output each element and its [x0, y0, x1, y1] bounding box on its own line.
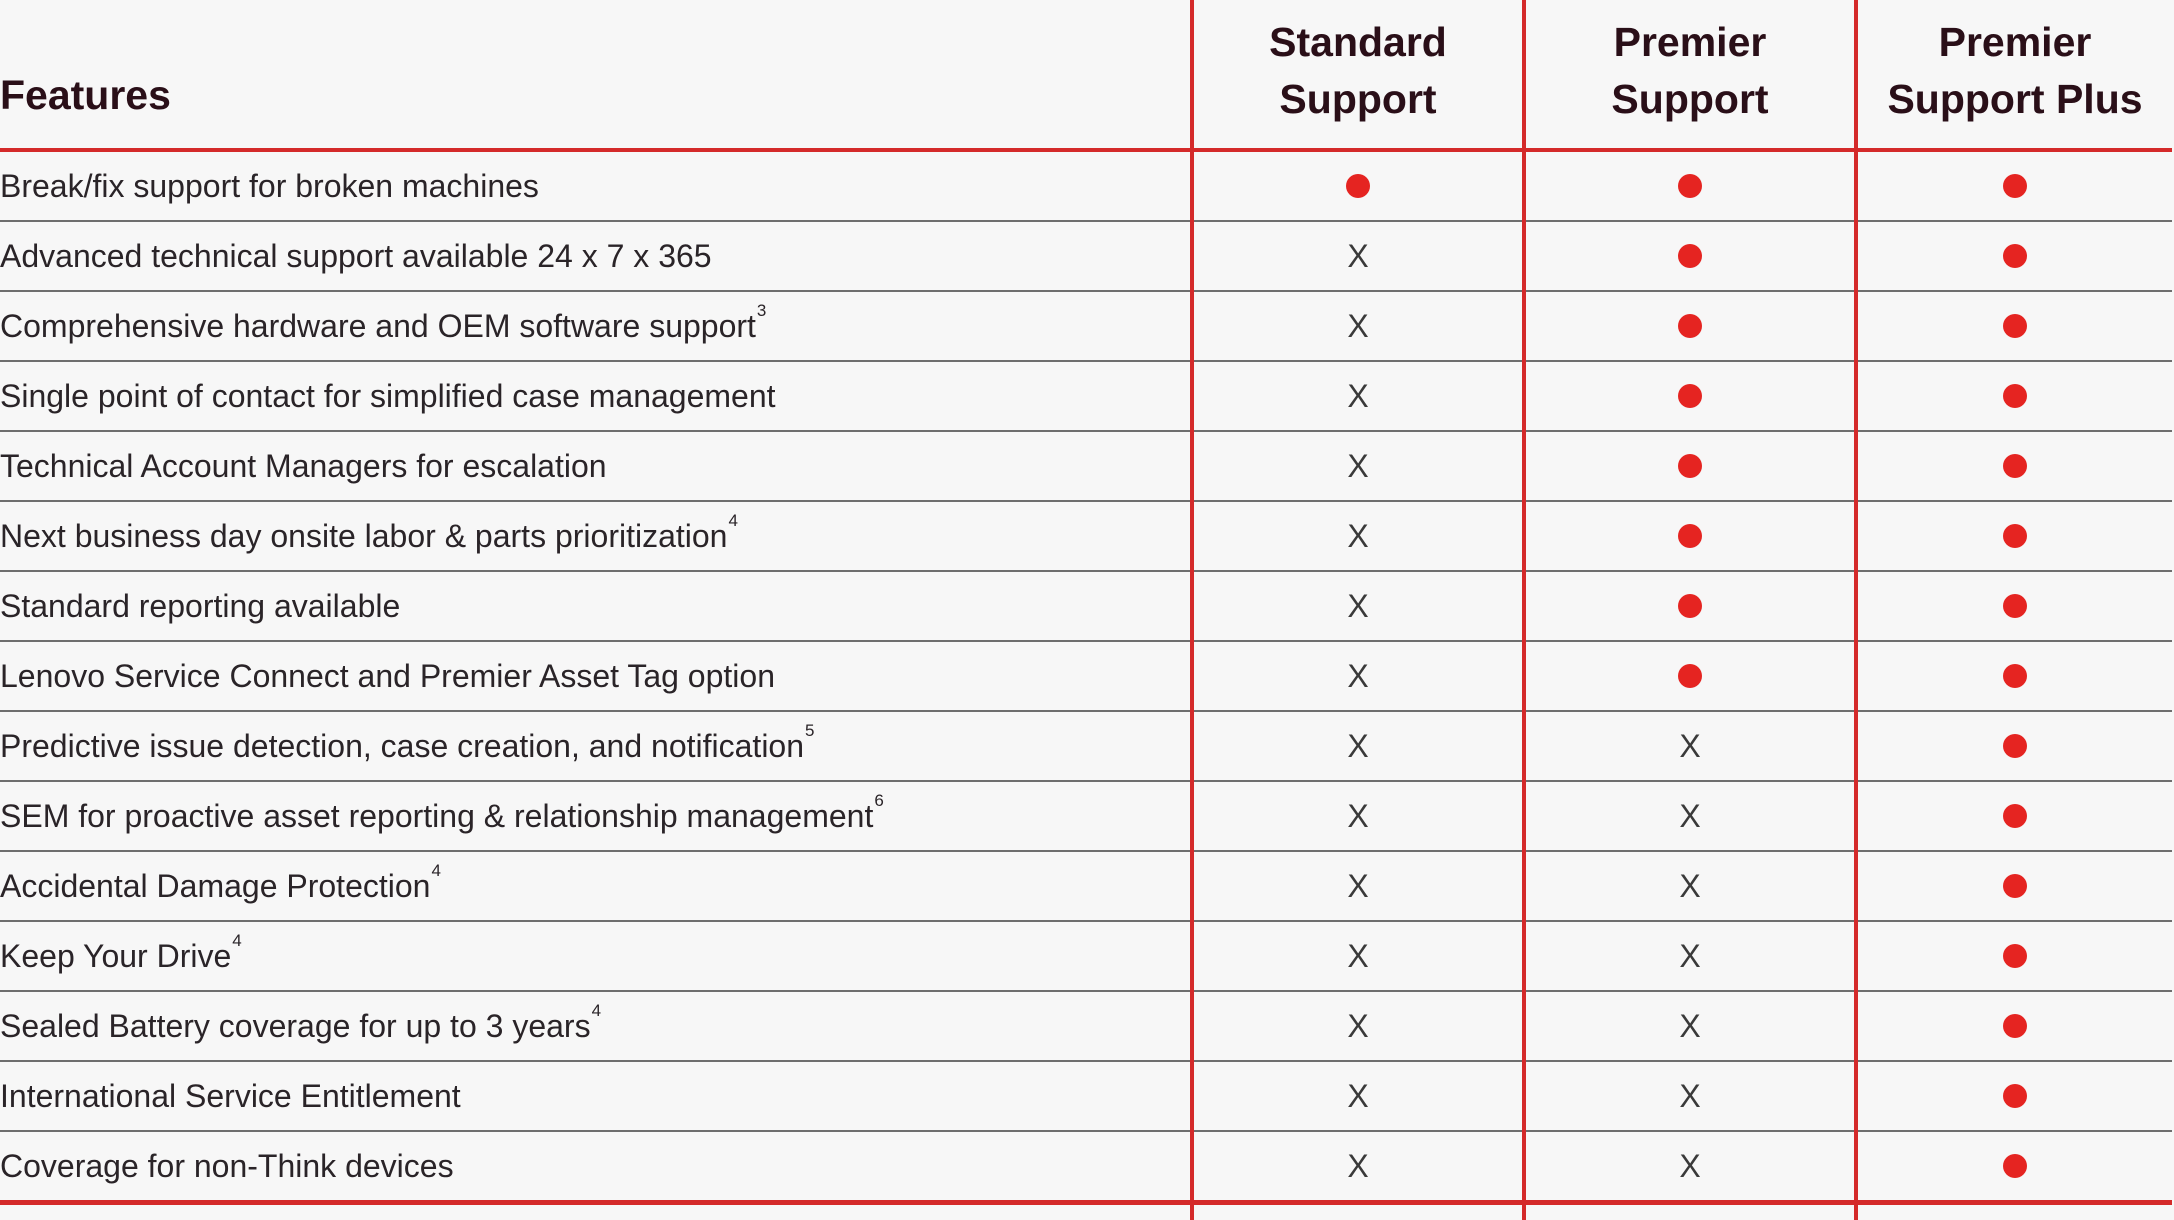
feature-text: Lenovo Service Connect and Premier Asset Tag option	[0, 658, 775, 694]
feature-label	[0, 572, 400, 640]
included-dot-icon	[2003, 1154, 2027, 1178]
table-row	[0, 1062, 2172, 1132]
table-row	[0, 572, 2172, 642]
footnote-marker: 6	[874, 791, 884, 810]
premier-cell	[1526, 292, 1854, 360]
premier-plus-cell	[1858, 992, 2172, 1060]
standard-cell	[1194, 782, 1522, 850]
feature-label	[0, 1132, 454, 1200]
included-dot-icon	[2003, 314, 2027, 338]
standard-cell	[1194, 992, 1522, 1060]
premier-cell	[1526, 572, 1854, 640]
not-included-x-icon: X	[1679, 1008, 1701, 1044]
premier-cell	[1526, 852, 1854, 920]
not-included-x-icon: X	[1347, 728, 1369, 764]
not-included-x-icon: X	[1347, 518, 1369, 554]
included-dot-icon	[1346, 174, 1370, 198]
not-included-x-icon: X	[1347, 588, 1369, 624]
standard-cell	[1194, 1062, 1522, 1130]
included-dot-icon	[1678, 454, 1702, 478]
included-dot-icon	[1678, 314, 1702, 338]
feature-text: Single point of contact for simplified case management	[0, 378, 776, 414]
included-dot-icon	[2003, 664, 2027, 688]
included-dot-icon	[2003, 944, 2027, 968]
premier-cell	[1526, 222, 1854, 290]
not-included-x-icon: X	[1679, 728, 1701, 764]
not-included-x-icon: X	[1347, 798, 1369, 834]
column-divider	[1522, 0, 1526, 1220]
standard-cell	[1194, 1132, 1522, 1200]
not-included-x-icon: X	[1679, 868, 1701, 904]
feature-label	[0, 852, 441, 920]
standard-cell	[1194, 852, 1522, 920]
premier-cell	[1526, 1062, 1854, 1130]
premier-cell	[1526, 152, 1854, 220]
included-dot-icon	[2003, 594, 2027, 618]
not-included-x-icon: X	[1347, 1078, 1369, 1114]
table-row	[0, 782, 2172, 852]
feature-text: SEM for proactive asset reporting & relationship management	[0, 798, 874, 834]
premier-cell	[1526, 922, 1854, 990]
footnote-marker: 4	[431, 861, 441, 880]
footnote-marker: 5	[805, 721, 815, 740]
not-included-x-icon: X	[1679, 938, 1701, 974]
included-dot-icon	[1678, 594, 1702, 618]
standard-cell	[1194, 642, 1522, 710]
included-dot-icon	[2003, 454, 2027, 478]
premier-cell	[1526, 782, 1854, 850]
premier-plus-cell	[1858, 222, 2172, 290]
not-included-x-icon: X	[1347, 238, 1369, 274]
premier-plus-cell	[1858, 1062, 2172, 1130]
premier-cell	[1526, 642, 1854, 710]
features-header-label: Features	[0, 72, 171, 118]
premier-cell	[1526, 432, 1854, 500]
premier-plus-cell	[1858, 712, 2172, 780]
included-dot-icon	[1678, 244, 1702, 268]
included-dot-icon	[2003, 244, 2027, 268]
table-body	[0, 152, 2172, 1205]
included-dot-icon	[1678, 174, 1702, 198]
premier-cell	[1526, 1132, 1854, 1200]
not-included-x-icon: X	[1347, 448, 1369, 484]
feature-label	[0, 502, 738, 570]
premier-plus-cell	[1858, 362, 2172, 430]
standard-cell	[1194, 432, 1522, 500]
included-dot-icon	[1678, 384, 1702, 408]
table-header	[0, 0, 2172, 152]
footnote-marker: 4	[728, 511, 738, 530]
premier-plus-cell	[1858, 152, 2172, 220]
table-row	[0, 712, 2172, 782]
table-row	[0, 1132, 2172, 1205]
feature-text: Keep Your Drive	[0, 938, 232, 974]
feature-label	[0, 782, 884, 850]
table-row	[0, 222, 2172, 292]
standard-cell	[1194, 222, 1522, 290]
feature-label	[0, 432, 607, 500]
feature-text: Standard reporting available	[0, 588, 401, 624]
premier-plus-cell	[1858, 432, 2172, 500]
premier-support-plus-column-header	[1858, 0, 2172, 148]
premier-support-column-header	[1526, 0, 1854, 148]
table-row	[0, 852, 2172, 922]
standard-cell	[1194, 712, 1522, 780]
not-included-x-icon: X	[1679, 798, 1701, 834]
not-included-x-icon: X	[1347, 1148, 1369, 1184]
feature-label	[0, 152, 539, 220]
feature-label	[0, 992, 601, 1060]
table-row	[0, 432, 2172, 502]
table-row	[0, 152, 2172, 222]
footnote-marker: 4	[232, 931, 242, 950]
table-row	[0, 922, 2172, 992]
not-included-x-icon: X	[1679, 1148, 1701, 1184]
standard-cell	[1194, 922, 1522, 990]
premier-cell	[1526, 712, 1854, 780]
feature-text: Technical Account Managers for escalation	[0, 448, 607, 484]
table-row	[0, 642, 2172, 712]
not-included-x-icon: X	[1347, 378, 1369, 414]
table-row	[0, 502, 2172, 572]
feature-label	[0, 922, 242, 990]
premier-support-header-label: Premier Support	[1611, 19, 1769, 122]
premier-plus-cell	[1858, 642, 2172, 710]
included-dot-icon	[2003, 524, 2027, 548]
feature-text: International Service Entitlement	[0, 1078, 461, 1114]
not-included-x-icon: X	[1347, 868, 1369, 904]
premier-plus-cell	[1858, 782, 2172, 850]
not-included-x-icon: X	[1347, 658, 1369, 694]
premier-support-plus-header-label: Premier Support Plus	[1887, 19, 2143, 122]
feature-label	[0, 1062, 461, 1130]
standard-support-column-header	[1194, 0, 1522, 148]
premier-cell	[1526, 992, 1854, 1060]
feature-text: Sealed Battery coverage for up to 3 years	[0, 1008, 591, 1044]
table-row	[0, 992, 2172, 1062]
premier-plus-cell	[1858, 502, 2172, 570]
feature-text: Accidental Damage Protection	[0, 868, 431, 904]
features-column-header	[0, 0, 1192, 148]
table-row	[0, 292, 2172, 362]
included-dot-icon	[2003, 804, 2027, 828]
included-dot-icon	[2003, 384, 2027, 408]
included-dot-icon	[1678, 524, 1702, 548]
column-divider	[1854, 0, 1858, 1220]
included-dot-icon	[2003, 1014, 2027, 1038]
standard-cell	[1194, 572, 1522, 640]
standard-cell	[1194, 362, 1522, 430]
not-included-x-icon: X	[1679, 1078, 1701, 1114]
feature-text: Coverage for non-Think devices	[0, 1148, 454, 1184]
included-dot-icon	[2003, 874, 2027, 898]
premier-cell	[1526, 362, 1854, 430]
table-row	[0, 362, 2172, 432]
feature-label	[0, 292, 766, 360]
included-dot-icon	[1678, 664, 1702, 688]
included-dot-icon	[2003, 1084, 2027, 1108]
not-included-x-icon: X	[1347, 308, 1369, 344]
standard-cell	[1194, 152, 1522, 220]
feature-label	[0, 362, 776, 430]
not-included-x-icon: X	[1347, 938, 1369, 974]
not-included-x-icon: X	[1347, 1008, 1369, 1044]
feature-label	[0, 222, 712, 290]
premier-plus-cell	[1858, 572, 2172, 640]
included-dot-icon	[2003, 734, 2027, 758]
standard-support-header-label: Standard Support	[1269, 19, 1447, 122]
standard-cell	[1194, 502, 1522, 570]
feature-text: Next business day onsite labor & parts prioritization	[0, 518, 728, 554]
premier-plus-cell	[1858, 1132, 2172, 1200]
included-dot-icon	[2003, 174, 2027, 198]
feature-label	[0, 642, 775, 710]
feature-text: Advanced technical support available 24 x 7 x 365	[0, 238, 712, 274]
feature-text: Predictive issue detection, case creation, and notification	[0, 728, 805, 764]
premier-plus-cell	[1858, 922, 2172, 990]
column-divider	[1190, 0, 1194, 1220]
feature-text: Break/fix support for broken machines	[0, 168, 539, 204]
feature-label	[0, 712, 814, 780]
feature-text: Comprehensive hardware and OEM software support	[0, 308, 756, 344]
premier-cell	[1526, 502, 1854, 570]
premier-plus-cell	[1858, 292, 2172, 360]
footnote-marker: 4	[591, 1001, 602, 1020]
premier-plus-cell	[1858, 852, 2172, 920]
footnote-marker: 3	[756, 301, 767, 320]
standard-cell	[1194, 292, 1522, 360]
